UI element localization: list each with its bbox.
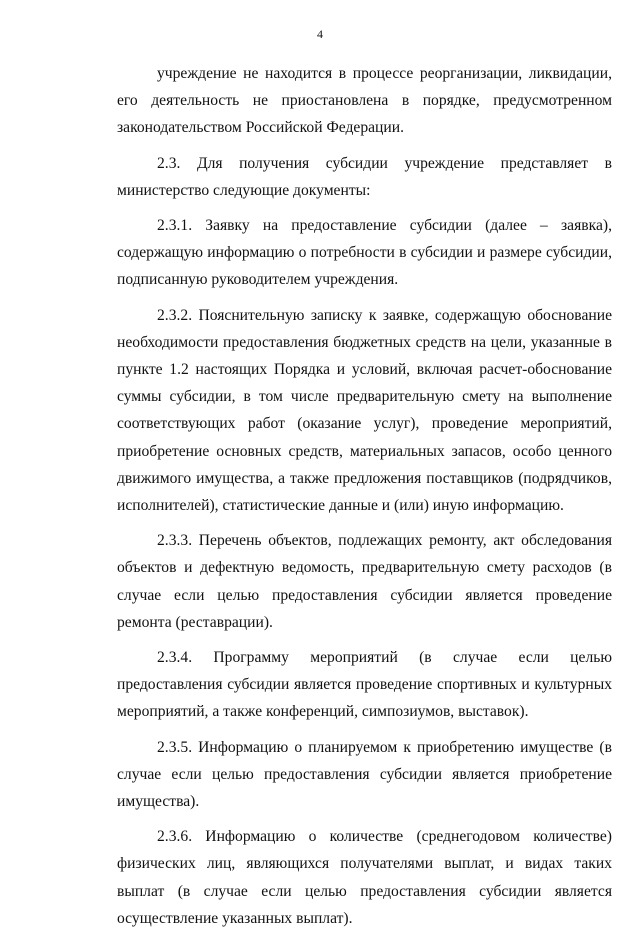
document-body — [117, 60, 612, 932]
paragraph-2-3-2: 2.3.2. Пояснительную записку к заявке, содержащую обоснование необходимости предоставления бюджетных средств на цели, указанные в пункте 1.2 настоящих Порядка и условий, включая расчет-обоснование суммы субсидии, в том числе предварительную смету на выполнение соответствующих работ (оказание услуг), проведение мероприятий, приобретение основных средств, материальных запасов, особо ценного движимого имущества, а также предложения поставщиков (подрядчиков, исполнителей), статистические данные и (или) иную информацию. — [117, 306, 612, 515]
paragraph-continuation: учреждение не находится в процессе реорганизации, ликвидации, его деятельность не приостановлена в порядке, предусмотренном законодательством Российской Федерации. — [117, 65, 612, 137]
page-number: 4 — [317, 27, 323, 41]
paragraph-2-3-3: 2.3.3. Перечень объектов, подлежащих ремонту, акт обследования объектов и дефектную ведомость, предварительную смету расходов (в случае если целью предоставления субсидии является проведение ремонта (реставрации). — [117, 532, 612, 631]
paragraph-2-3: 2.3. Для получения субсидии учреждение представляет в министерство следующие документы: — [117, 154, 612, 199]
paragraph-2-3-4: 2.3.4. Программу мероприятий (в случае если целью предоставления субсидии является проведение спортивных и культурных мероприятий, а также конференций, симпозиумов, выставок). — [117, 649, 612, 721]
paragraph-2-3-5: 2.3.5. Информацию о планируемом к приобретению имуществе (в случае если целью предоставления субсидии является приобретение имущества). — [117, 738, 612, 811]
paragraph-2-3-1: 2.3.1. Заявку на предоставление субсидии (далее – заявка), содержащую информацию о потребности в субсидии и размере субсидии, подписанную руководителем учреждения. — [117, 217, 612, 289]
paragraph-2-3-6: 2.3.6. Информацию о количестве (среднегодовом количестве) физических лиц, являющихся получателями выплат, и видах таких выплат (в случае если целью предоставления субсидии является осуществление указанных выплат). — [117, 828, 612, 927]
